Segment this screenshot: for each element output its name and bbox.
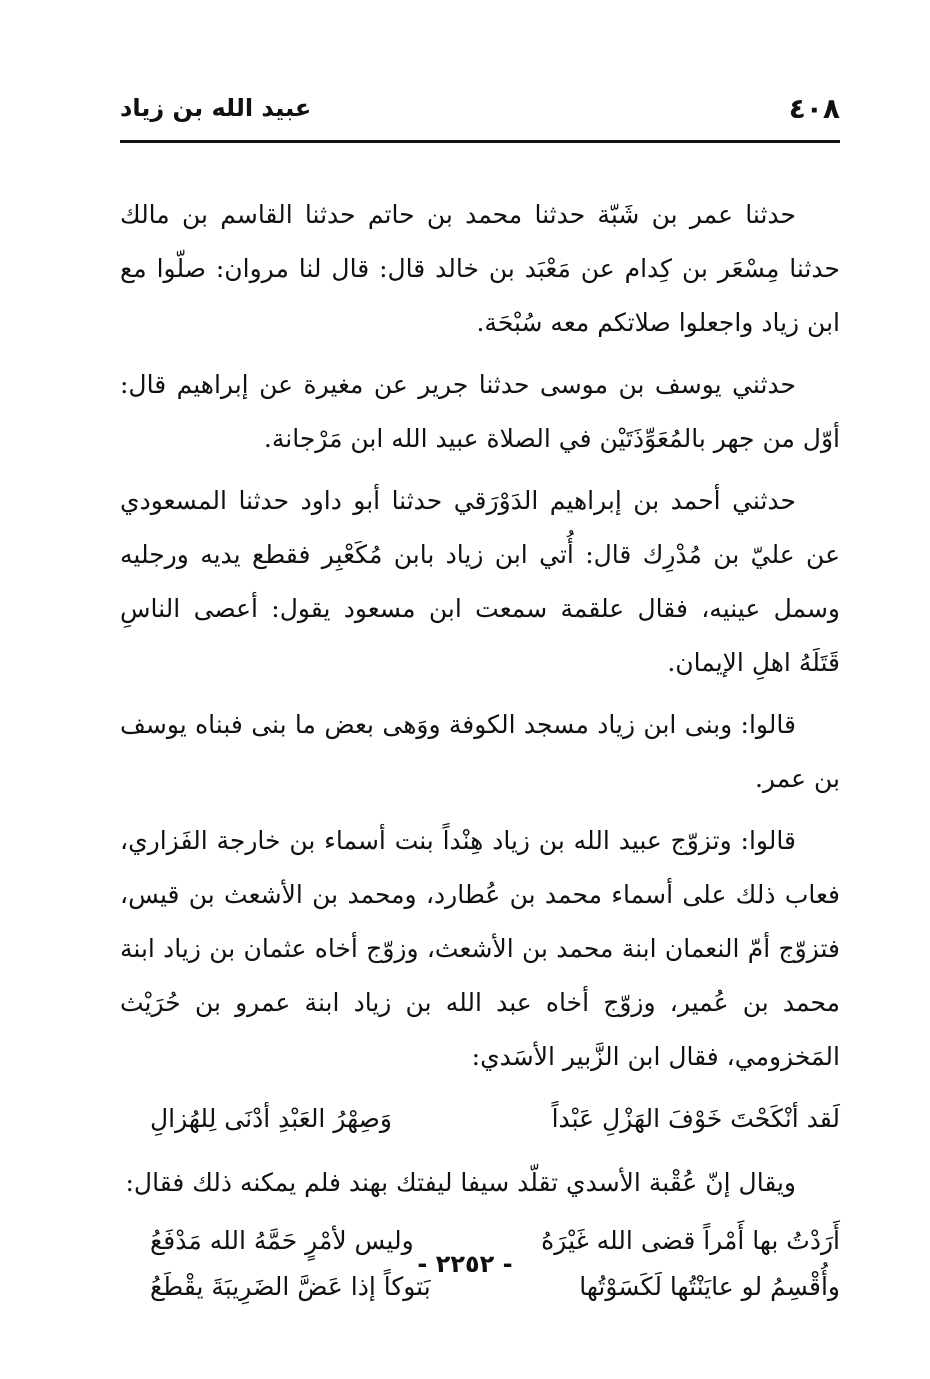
verse-2-line-2-first-hemistich: وأُقْسِمُ لو عايَنْتُها لَكَسَوْتُها: [579, 1272, 840, 1301]
paragraph-3: حدثني أحمد بن إبراهيم الدَوْرَقي حدثنا أبو داود حدثنا المسعودي عن عليّ بن مُدْرِك قال: أُتي ابن زياد بابن مُكَعْبِر فقطع يديه ورجليه وسمل عينيه، فقال علقمة سمعت ابن مسعود يقول: أعصى الناسِ قَتَلَهُ اهلِ الإيمان.: [120, 486, 840, 677]
header-title: عبيد الله بن زياد: [120, 94, 312, 122]
running-header: [120, 92, 840, 132]
verse-1-second-hemistich: وَصِهْرُ العَبْدِ أدْنَى لِلهُزالِ: [150, 1104, 392, 1133]
paragraph-4: قالوا: وبنى ابن زياد مسجد الكوفة ووَهى بعض ما بنى فبناه يوسف بن عمر.: [120, 710, 840, 793]
verse-2-line-1-first-hemistich: أَرَدْتُ بها أَمْراً قضى الله غَيْرَهُ: [541, 1226, 840, 1255]
body-text: [120, 188, 840, 1318]
footer-page-marker: - ٢٢٥٢ -: [417, 1250, 513, 1278]
header-divider: [120, 140, 840, 143]
paragraph-1: حدثنا عمر بن شَبّة حدثنا محمد بن حاتم حدثنا القاسم بن مالك حدثنا مِسْعَر بن كِدام عن مَعْبَد بن خالد قال: قال لنا مروان: صلّوا مع ابن زياد واجعلوا صلاتكم معه سُبْحَة.: [120, 200, 840, 337]
paragraph-6: ويقال إنّ عُقْبة الأسدي تقلّد سيفا ليفتك بهند فلم يمكنه ذلك فقال:: [125, 1168, 796, 1197]
verse-2-line-2-second-hemistich: بَتوكاً إذا عَضَّ الضَرِيبَةَ يقْطَعُ: [150, 1272, 431, 1301]
header-page-number: ٤٠٨: [788, 92, 840, 125]
verse-2-line-1-second-hemistich: وليس لأمْرٍ حَمَّهُ الله مَدْفَعُ: [150, 1226, 414, 1255]
paragraph-5: قالوا: وتزوّج عبيد الله بن زياد هِنْداً بنت أسماء بن خارجة الفَزاري، فعاب ذلك على أسماء محمد بن عُطارد، ومحمد بن الأشعث بن قيس، فتزوّج أمّ النعمان ابنة محمد بن الأشعث، وزوّج أخاه عثمان بن زياد ابنة محمد بن عُمير، وزوّج أخاه عبد الله بن زياد ابنة عمرو بن حُرَيْث المَخزومي، فقال ابن الزَّبير الأسَدي:: [120, 826, 840, 1071]
verse-line-1: [120, 1092, 840, 1146]
paragraph-2: حدثني يوسف بن موسى حدثنا جرير عن مغيرة عن إبراهيم قال: أوّل من جهر بالمُعَوِّذَتَيْن في الصلاة عبيد الله ابن مَرْجانة.: [120, 370, 840, 453]
verse-1-first-hemistich: لَقد أنْكَحْتَ خَوْفَ الهَزْلِ عَبْداً: [551, 1104, 840, 1133]
